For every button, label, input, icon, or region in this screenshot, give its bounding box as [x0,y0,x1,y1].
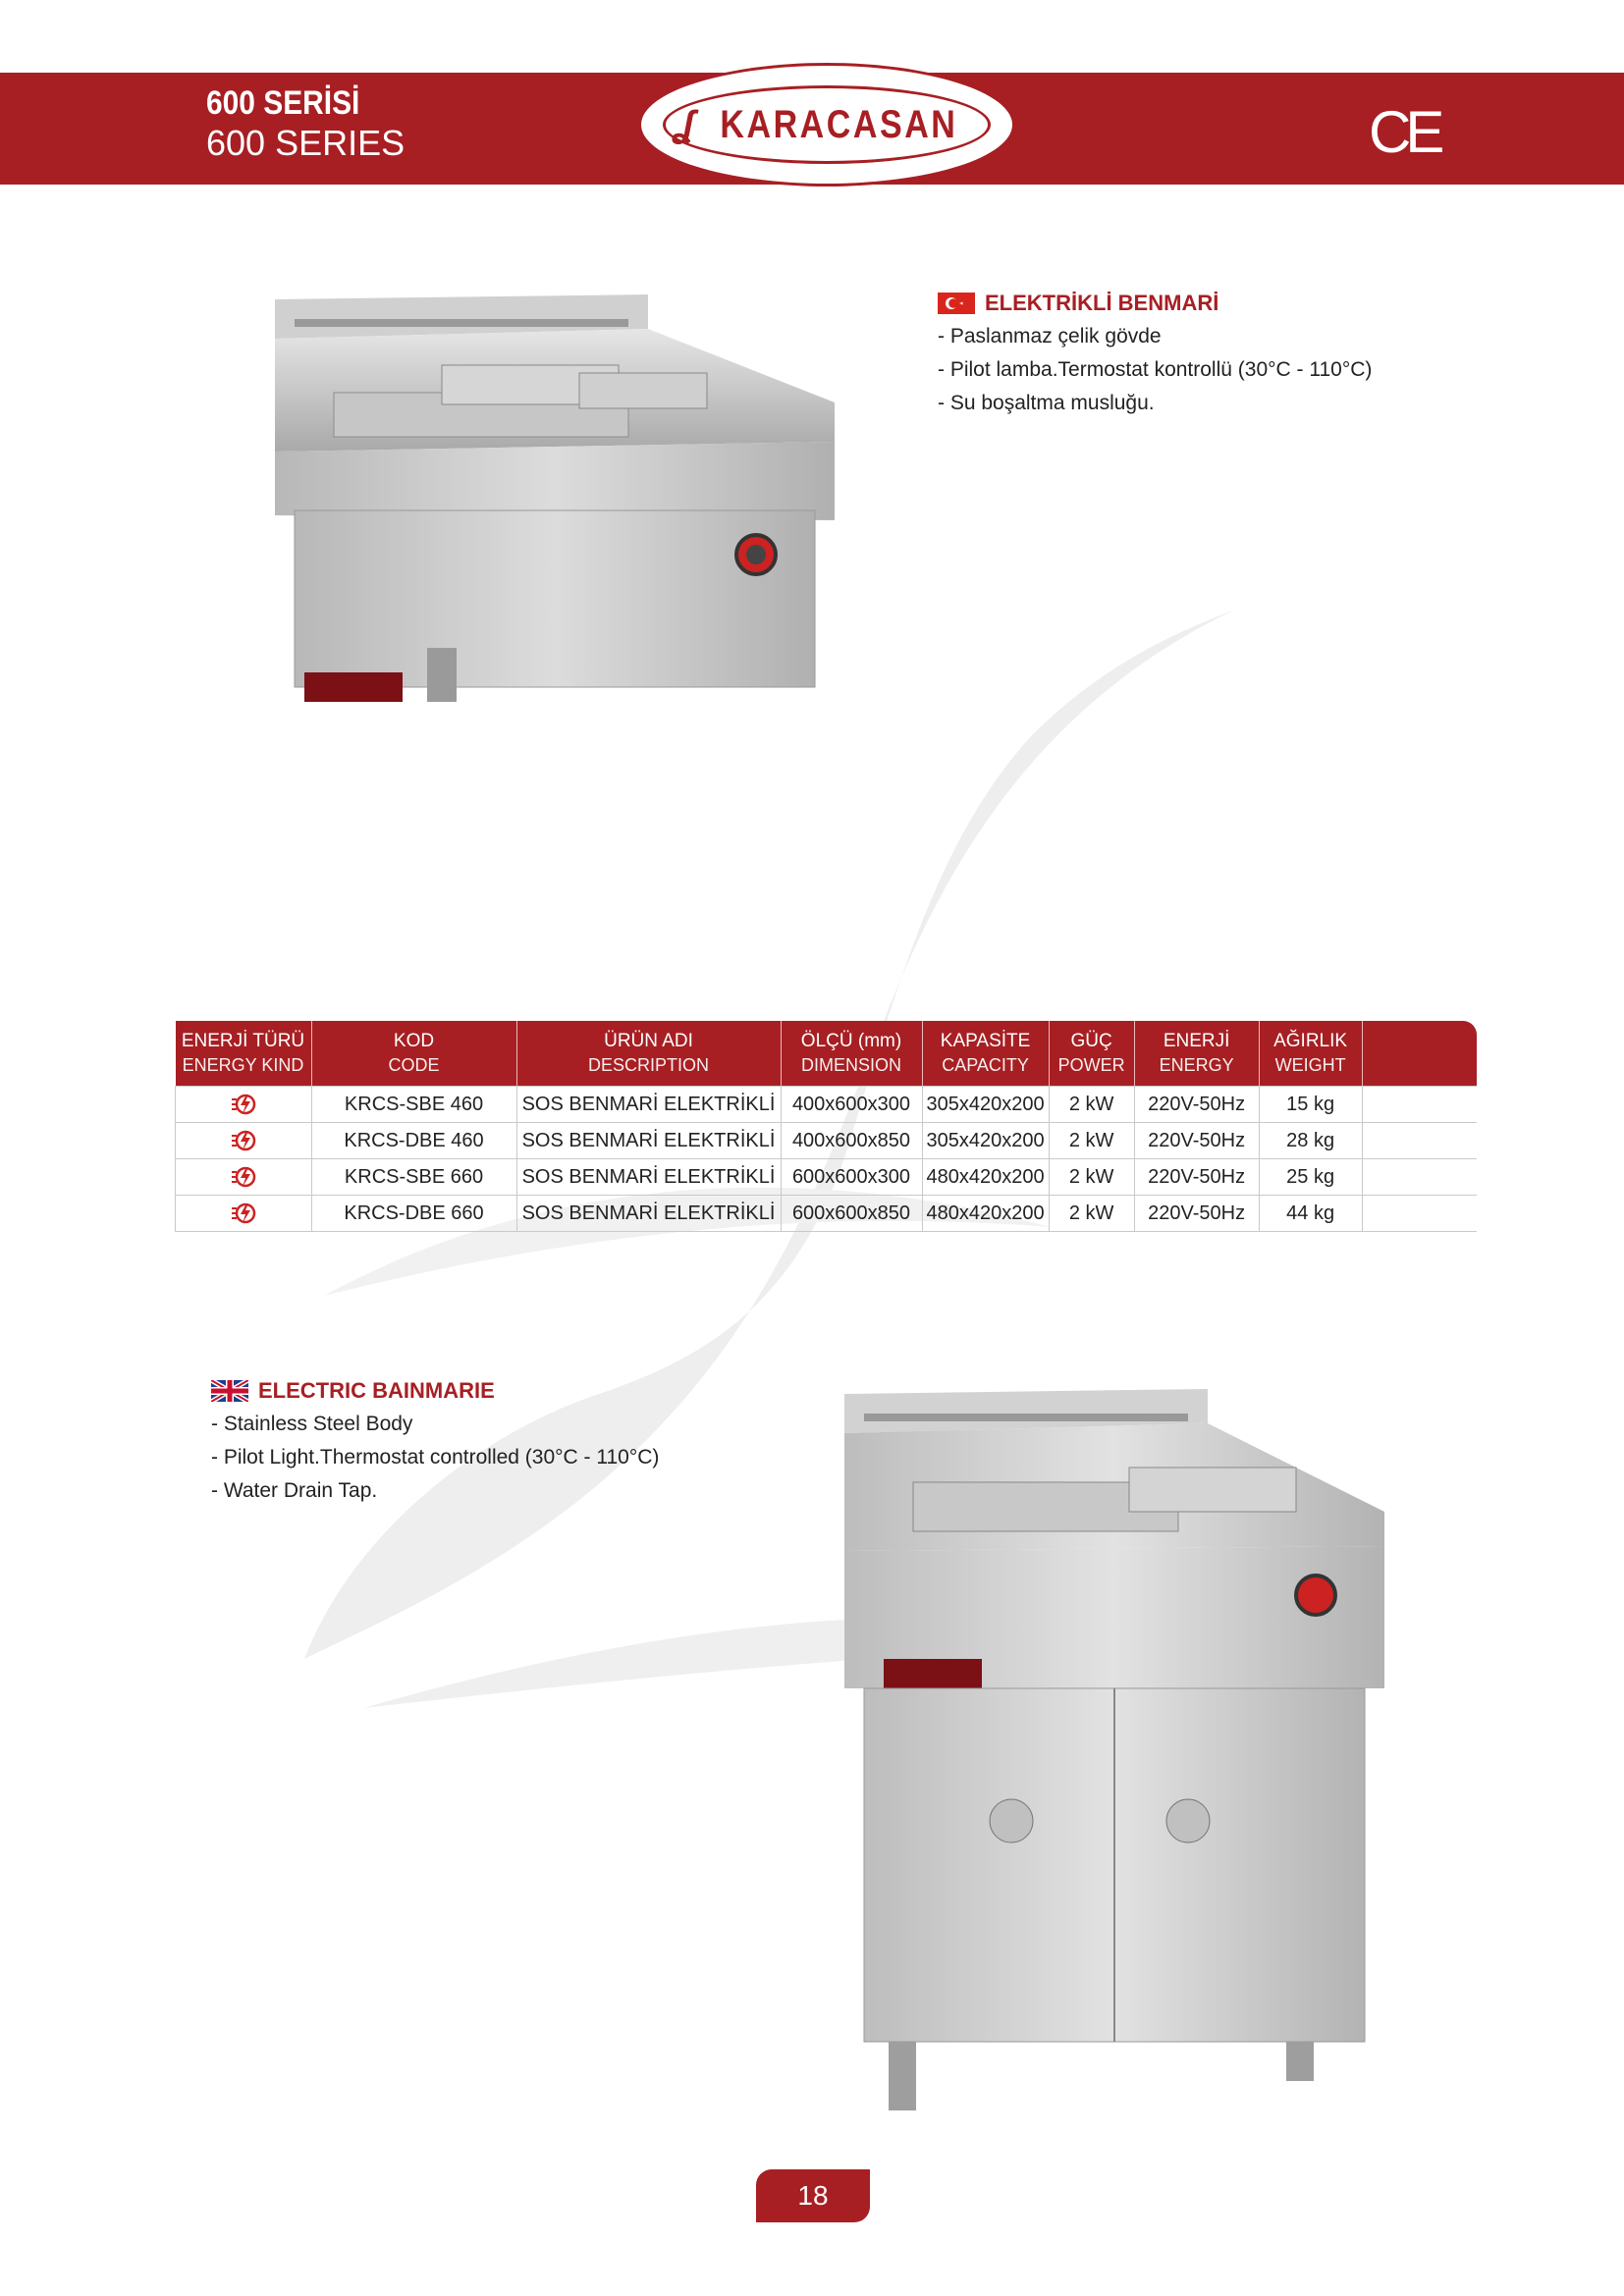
capacity-cell: 305x420x200 [922,1087,1049,1123]
table-header-row [176,1021,1478,1087]
power-cell: 2 kW [1049,1087,1134,1123]
feature-tr-2: - Pilot lamba.Termostat kontrollü (30°C - 110°C) [938,358,1373,381]
capacity-cell: 480x420x200 [922,1196,1049,1232]
feature-en-1: - Stainless Steel Body [211,1413,413,1435]
col-header-power: GÜÇ POWER [1049,1021,1134,1087]
energy-cell: 220V-50Hz [1134,1159,1259,1196]
brand-name: KARACASAN [720,102,958,146]
electric-icon [229,1201,258,1226]
description-en-heading [211,1374,659,1408]
feature-tr-3: - Su boşaltma musluğu. [938,392,1155,414]
capacity-cell: 305x420x200 [922,1123,1049,1159]
energy-kind-cell [176,1123,312,1159]
col-header-dimension: ÖLÇÜ (mm) DIMENSION [781,1021,922,1087]
energy-kind-cell [176,1159,312,1196]
dimension-cell: 600x600x300 [781,1159,922,1196]
code-cell: KRCS-DBE 660 [311,1196,516,1232]
blank-cell [1362,1087,1477,1123]
uk-flag-icon [211,1380,248,1402]
energy-cell: 220V-50Hz [1134,1087,1259,1123]
brand-logo-inner [663,85,991,164]
dimension-cell: 600x600x850 [781,1196,922,1232]
description-cell: SOS BENMARİ ELEKTRİKLİ [516,1196,781,1232]
electric-icon [229,1164,258,1190]
table-row [176,1159,1478,1196]
brand-logo [638,63,1015,187]
weight-cell: 15 kg [1259,1087,1362,1123]
cabinet-bainmarie-image [825,1374,1394,2140]
col-header-weight: AĞIRLIK WEIGHT [1259,1021,1362,1087]
description-cell: SOS BENMARİ ELEKTRİKLİ [516,1123,781,1159]
col-header-description: ÜRÜN ADI DESCRIPTION [516,1021,781,1087]
code-cell: KRCS-SBE 460 [311,1087,516,1123]
power-cell: 2 kW [1049,1159,1134,1196]
code-cell: KRCS-DBE 460 [311,1123,516,1159]
spec-table [175,1021,1477,1232]
page-number: 18 [756,2169,870,2222]
logo-swoosh-icon: ʆ [675,103,695,145]
series-title [206,86,405,161]
blank-cell [1362,1159,1477,1196]
series-title-en: 600 SERIES [206,123,406,163]
product-title-tr: ELEKTRİKLİ BENMARİ [985,291,1219,315]
energy-cell: 220V-50Hz [1134,1123,1259,1159]
countertop-bainmarie-image [265,285,854,726]
description-tr [938,287,1372,420]
table-row [176,1087,1478,1123]
power-cell: 2 kW [1049,1123,1134,1159]
ce-mark: CE [1369,99,1439,165]
energy-kind-cell [176,1196,312,1232]
weight-cell: 44 kg [1259,1196,1362,1232]
table-row [176,1196,1478,1232]
power-cell: 2 kW [1049,1196,1134,1232]
electric-icon [229,1092,258,1117]
capacity-cell: 480x420x200 [922,1159,1049,1196]
weight-cell: 25 kg [1259,1159,1362,1196]
description-tr-heading [938,287,1372,320]
blank-cell [1362,1196,1477,1232]
description-en [211,1374,659,1508]
col-header-energy-kind: ENERJİ TÜRÜ ENERGY KIND [176,1021,312,1087]
dimension-cell: 400x600x300 [781,1087,922,1123]
dimension-cell: 400x600x850 [781,1123,922,1159]
col-header-energy: ENERJİ ENERGY [1134,1021,1259,1087]
description-cell: SOS BENMARİ ELEKTRİKLİ [516,1087,781,1123]
energy-kind-cell [176,1087,312,1123]
energy-cell: 220V-50Hz [1134,1196,1259,1232]
weight-cell: 28 kg [1259,1123,1362,1159]
feature-tr-1: - Paslanmaz çelik gövde [938,325,1162,347]
turkey-flag-icon [938,293,975,314]
col-header-capacity: KAPASİTE CAPACITY [922,1021,1049,1087]
feature-en-2: - Pilot Light.Thermostat controlled (30°C - 110°C) [211,1446,660,1468]
description-cell: SOS BENMARİ ELEKTRİKLİ [516,1159,781,1196]
electric-icon [229,1128,258,1153]
feature-en-3: - Water Drain Tap. [211,1479,378,1502]
series-title-tr: 600 SERİSİ [206,84,360,122]
blank-cell [1362,1123,1477,1159]
table-row [176,1123,1478,1159]
product-title-en: ELECTRIC BAINMARIE [258,1378,495,1403]
code-cell: KRCS-SBE 660 [311,1159,516,1196]
col-header-code: KOD CODE [311,1021,516,1087]
col-header-blank [1362,1021,1477,1087]
